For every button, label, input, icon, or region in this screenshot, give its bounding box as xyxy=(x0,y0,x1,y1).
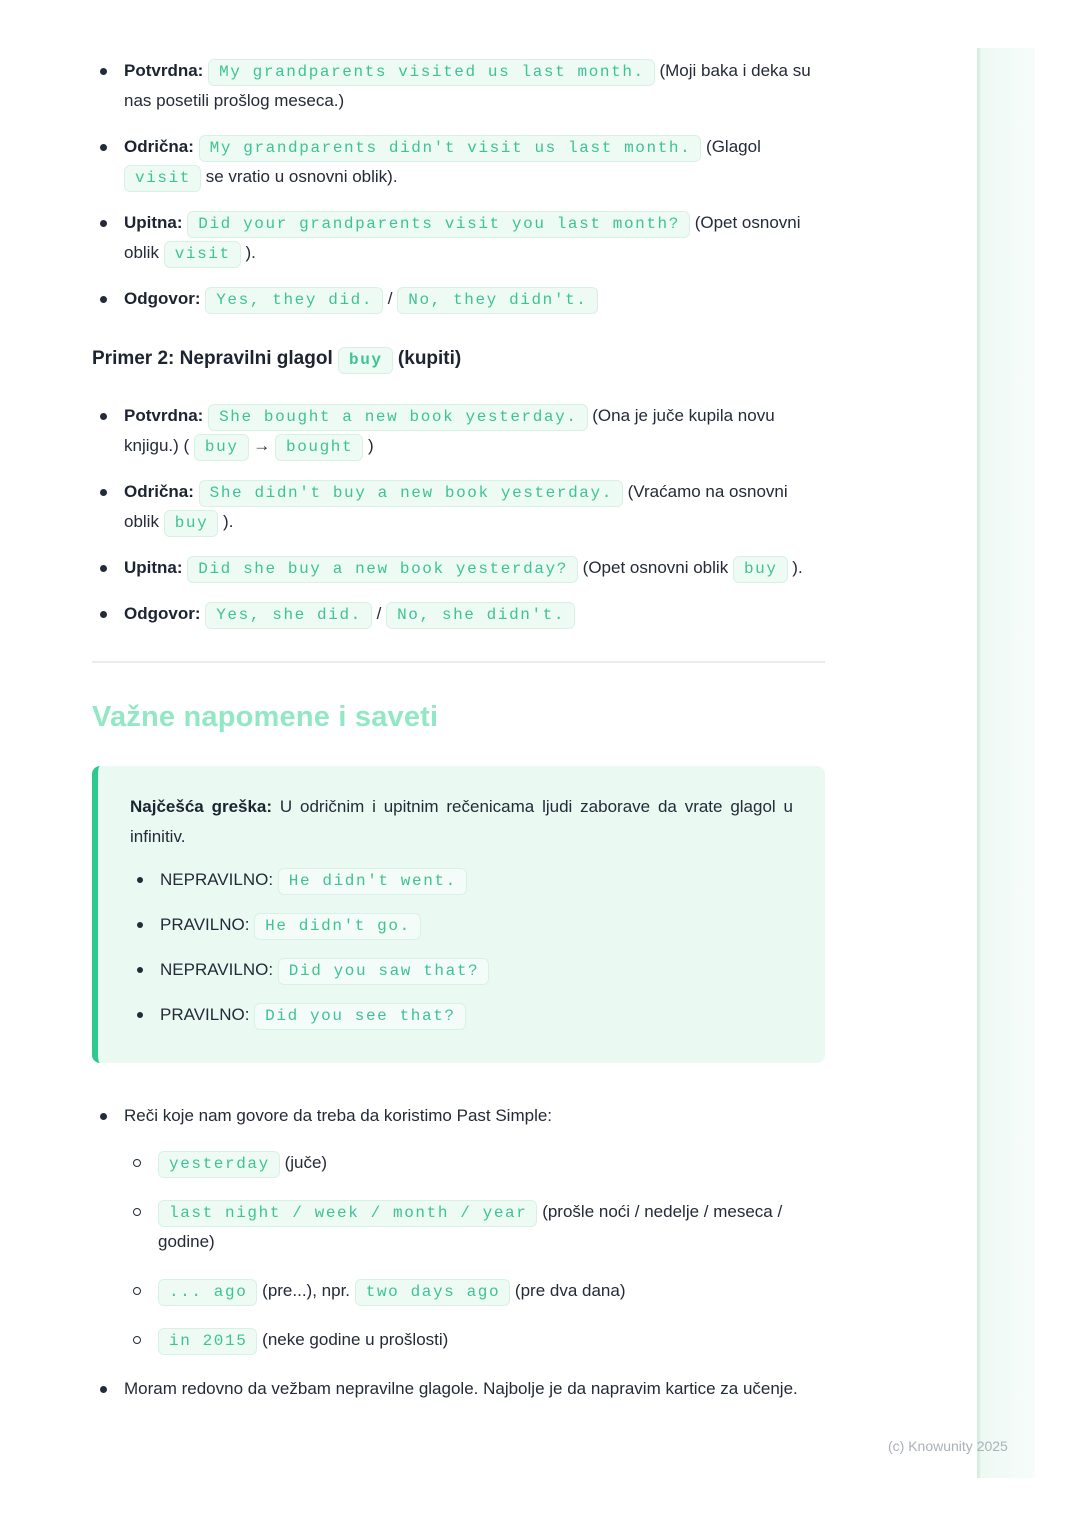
code-chip: buy xyxy=(164,510,219,537)
bold-label: (kupiti) xyxy=(397,348,462,369)
text-run: (Opet osnovni oblik xyxy=(582,558,729,577)
text-run: Reči koje nam govore da treba da koristimo Past Simple: xyxy=(124,1106,553,1125)
code-chip: He didn't went. xyxy=(278,868,467,895)
example2-item xyxy=(92,477,825,537)
text-run: (Moji baka i deka su nas posetili prošlog meseca.) xyxy=(124,61,811,110)
callout-intro xyxy=(130,792,793,852)
final-tip-item xyxy=(92,1374,825,1404)
code-chip: buy xyxy=(194,434,249,461)
text-run: (neke godine u prošlosti) xyxy=(262,1330,449,1349)
text-run: / xyxy=(376,604,382,623)
text-run: (Opet osnovni oblik xyxy=(124,213,801,262)
code-chip: No, they didn't. xyxy=(397,287,597,314)
text-run: (pre dva dana) xyxy=(514,1281,626,1300)
callout-item xyxy=(130,910,793,940)
code-chip: Did you see that? xyxy=(254,1003,465,1030)
code-chip: two days ago xyxy=(355,1279,510,1306)
signal-words-list xyxy=(124,1148,825,1355)
text-run: se vratio u osnovni oblik). xyxy=(205,167,398,186)
common-mistake-callout xyxy=(92,766,825,1063)
text-run: (pre...), npr. xyxy=(262,1281,351,1300)
example2-item xyxy=(92,599,825,629)
example1-item xyxy=(92,208,825,268)
bold-label: Upitna: xyxy=(124,213,183,232)
code-chip: Did she buy a new book yesterday? xyxy=(187,556,578,583)
bold-label: Odgovor: xyxy=(124,289,201,308)
code-chip: No, she didn't. xyxy=(386,602,575,629)
text-run: / xyxy=(387,289,393,308)
example2-item xyxy=(92,553,825,583)
bold-label: Potvrdna: xyxy=(124,61,204,80)
watermark: (c) Knowunity 2025 xyxy=(888,1438,1008,1454)
bold-label: Primer 2: Nepravilni glagol xyxy=(92,348,333,369)
code-chip: in 2015 xyxy=(158,1328,257,1355)
callout-item xyxy=(130,865,793,895)
example1-item xyxy=(92,56,825,116)
code-chip: buy xyxy=(733,556,788,583)
code-chip: visit xyxy=(124,165,201,192)
code-chip: She didn't buy a new book yesterday. xyxy=(199,480,623,507)
example2-list xyxy=(92,401,825,629)
right-margin-strip xyxy=(977,48,1035,1478)
text-run: (prošle noći / nedelje / meseca / godine) xyxy=(158,1202,783,1251)
text-run: (Vraćamo na osnovni oblik xyxy=(124,482,788,531)
tips-list xyxy=(92,1101,825,1404)
bold-label: Upitna: xyxy=(124,558,183,577)
code-chip: My grandparents didn't visit us last month. xyxy=(199,135,702,162)
code-chip: last night / week / month / year xyxy=(158,1200,537,1227)
code-chip: bought xyxy=(275,434,363,461)
example1-list xyxy=(92,56,825,314)
example2-item xyxy=(92,401,825,461)
signal-words-block xyxy=(92,1101,825,1355)
signal-word-item xyxy=(124,1197,825,1257)
code-chip: yesterday xyxy=(158,1151,280,1178)
code-chip: ... ago xyxy=(158,1279,257,1306)
text-run: ) xyxy=(367,436,374,455)
example1-item xyxy=(92,132,825,192)
text-run: (Ona je juče kupila novu knjigu.) ( xyxy=(124,406,775,455)
text-run: PRAVILNO: xyxy=(160,915,250,934)
code-chip: Did your grandparents visit you last month? xyxy=(187,211,690,238)
callout-item xyxy=(130,955,793,985)
document-content xyxy=(92,56,825,1420)
example2-heading xyxy=(92,344,825,374)
bold-label: Odrična: xyxy=(124,482,194,501)
callout-list xyxy=(130,865,793,1030)
text-run: NEPRAVILNO: xyxy=(160,960,274,979)
text-run: ). xyxy=(245,243,256,262)
text-run: (Glagol xyxy=(706,137,761,156)
bold-label: Najčešća greška: xyxy=(130,797,273,816)
signal-word-item xyxy=(124,1148,825,1178)
section-divider xyxy=(92,661,825,663)
bold-label: Odrična: xyxy=(124,137,194,156)
bold-label: Potvrdna: xyxy=(124,406,204,425)
code-chip: My grandparents visited us last month. xyxy=(208,59,655,86)
text-run: ). xyxy=(223,512,234,531)
code-chip: She bought a new book yesterday. xyxy=(208,404,587,431)
text-run: PRAVILNO: xyxy=(160,1005,250,1024)
code-chip: He didn't go. xyxy=(254,913,421,940)
callout-item xyxy=(130,1000,793,1030)
signal-words-intro xyxy=(124,1101,825,1131)
text-run: U odričnim i upitnim rečenicama ljudi zaborave da vrate glagol u infinitiv. xyxy=(130,797,793,846)
text-run: → xyxy=(253,436,271,455)
text-run: Moram redovno da vežbam nepravilne glagole. Najbolje je da napravim kartice za učenje. xyxy=(124,1379,798,1398)
signal-word-item xyxy=(124,1276,825,1306)
signal-word-item xyxy=(124,1325,825,1355)
notes-section-title: Važne napomene i saveti xyxy=(92,701,439,733)
text-run: (juče) xyxy=(284,1153,328,1172)
code-chip: Yes, she did. xyxy=(205,602,372,629)
bold-label: Odgovor: xyxy=(124,604,201,623)
code-chip: buy xyxy=(338,347,393,374)
code-chip: Did you saw that? xyxy=(278,958,489,985)
code-chip: visit xyxy=(164,241,241,268)
example1-item xyxy=(92,284,825,314)
text-run: ). xyxy=(792,558,803,577)
code-chip: Yes, they did. xyxy=(205,287,383,314)
text-run: NEPRAVILNO: xyxy=(160,870,274,889)
